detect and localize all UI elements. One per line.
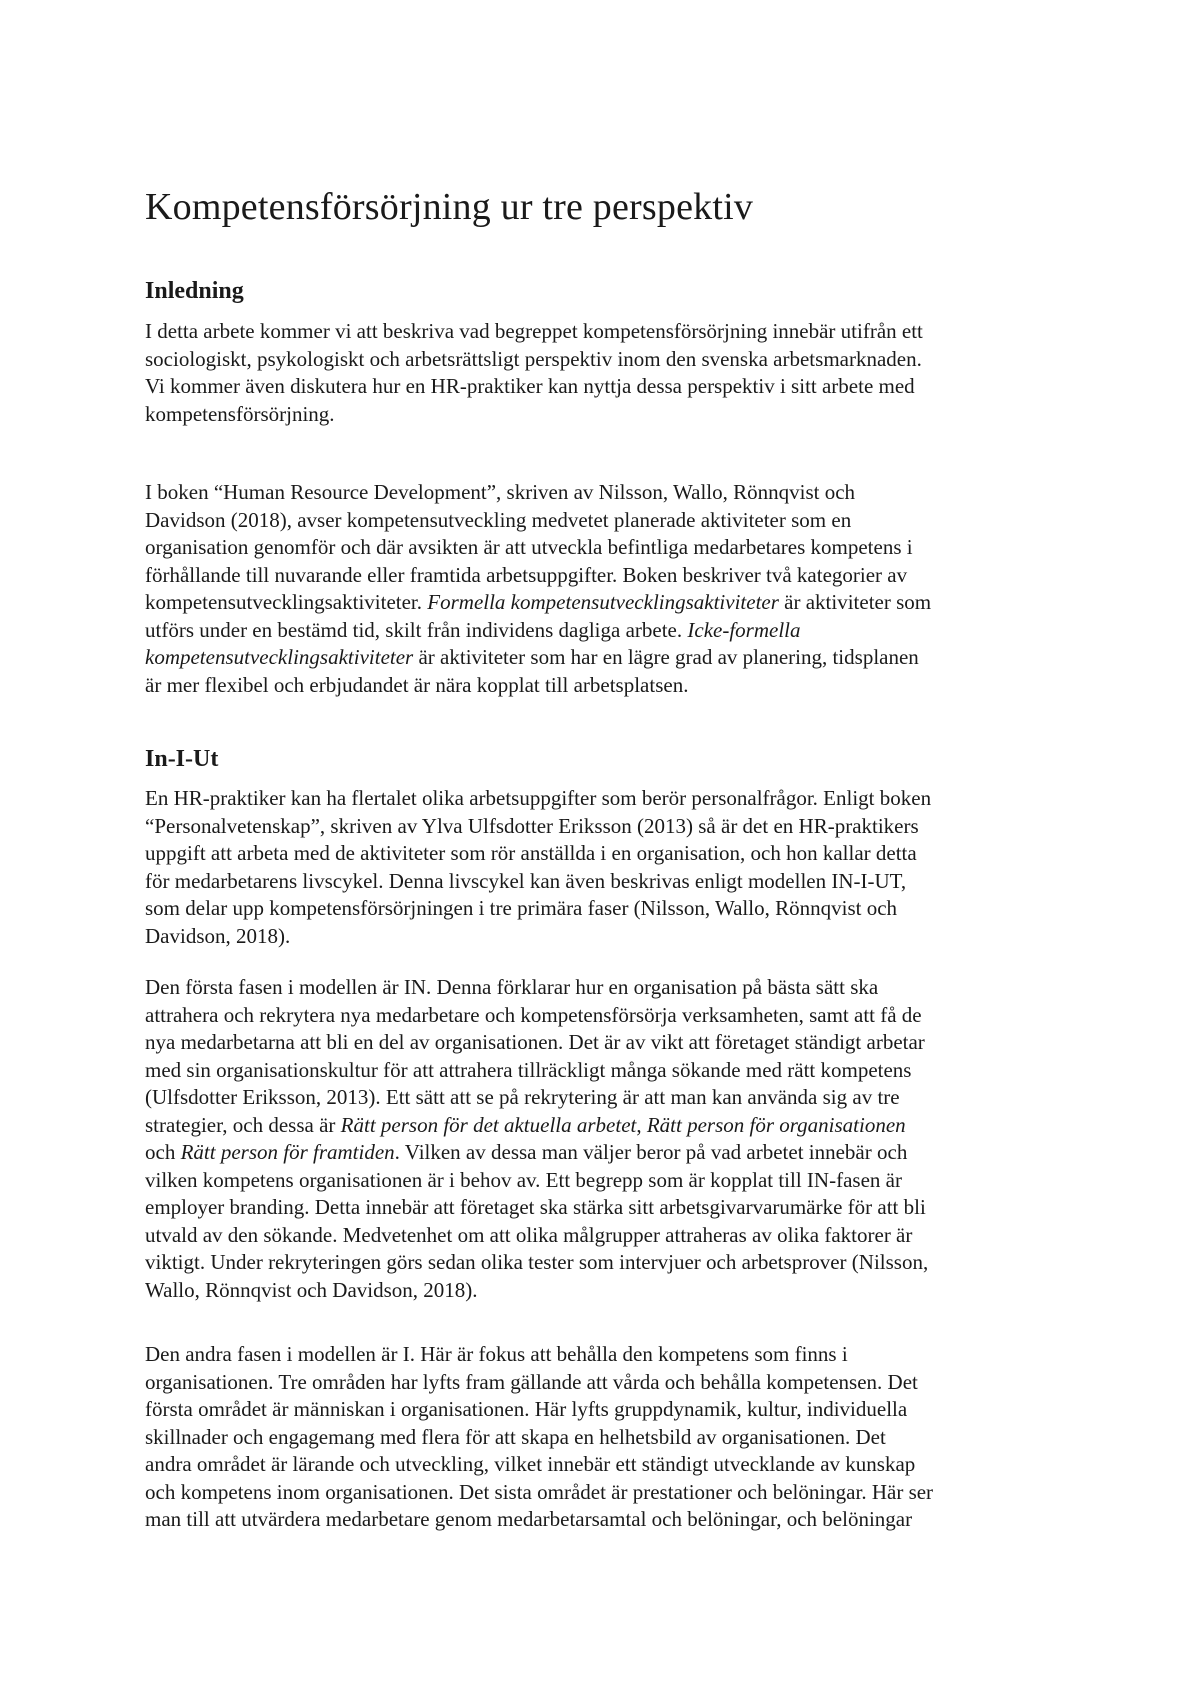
text-line: I boken “Human Resource Development”, skriven av Nilsson, Wallo, Rönnqvist och [145,480,856,504]
text-line: med sin organisationskultur för att attrahera tillräckligt många sökande med rätt kompetens [145,1057,912,1082]
italic-term: Icke-formella [687,617,801,642]
text-line [145,644,1065,672]
text-line: förhållande till nuvarande eller framtida arbetsuppgifter. Boken beskriver två kategorier av [145,562,908,587]
italic-term: Rätt person för organisationen [646,1112,906,1137]
text-line: man till att utvärdera medarbetare genom medarbetarsamtal och belöningar, och belöningar [145,1507,913,1531]
text-line: vilken kompetens organisationen är i behov av. Ett begrepp som är kopplat till IN-fasen är [145,1167,902,1192]
text-line: Davidson, 2018). [145,923,291,948]
paragraph-hrd [145,479,1065,699]
italic-term: Rätt person för framtiden [180,1140,395,1164]
text-line: Vi kommer även diskutera hur en HR-praktiker kan nyttja dessa perspektiv i sitt arbete med [145,374,915,398]
text-line: Davidson (2018), avser kompetensutveckling medvetet planerade aktiviteter som en [145,507,852,532]
text-line: I detta arbete kommer vi att beskriva vad begreppet kompetensförsörjning innebär utifrån ett [145,319,923,343]
text-span: utförs under en bestämd tid, skilt från individens dagliga arbete. [145,617,688,642]
text-line: attrahera och rekrytera nya medarbetare och kompetensförsörja verksamheten, samt att få de [145,1002,922,1027]
text-line: viktigt. Under rekryteringen görs sedan olika tester som intervjuer och arbetsprover (Nilsson, [145,1250,929,1274]
paragraph-in-phase [145,974,1065,1304]
text-span: . Vilken av dessa man väljer beror på vad arbetet innebär och [394,1140,908,1164]
text-line: och kompetens inom organisationen. Det sista området är prestationer och belöningar. Här ser [145,1479,934,1504]
text-line: (Ulfsdotter Eriksson, 2013). Ett sätt att se på rekrytering är att man kan använda sig av tre [145,1085,900,1109]
text-line: Den första fasen i modellen är IN. Denna förklarar hur en organisation på bästa sätt ska [145,975,879,999]
italic-term: Formella kompetensutvecklingsaktiviteter [427,590,779,614]
text-line [145,589,1065,617]
text-span: kompetensutvecklingsaktiviteter. [145,590,428,614]
text-line: “Personalvetenskap”, skriven av Ylva Ulfsdotter Eriksson (2013) så är det en HR-praktikers [145,813,919,838]
text-line: Wallo, Rönnqvist och Davidson, 2018). [145,1277,478,1302]
text-line: skillnader och engagemang med flera för att skapa en helhetsbild av organisationen. Det [145,1424,886,1449]
text-line [145,617,1065,645]
italic-term: Rätt person för det aktuella arbetet [340,1112,637,1137]
text-line: andra området är lärande och utveckling, vilket innebär ett ständigt utvecklande av kunskap [145,1452,916,1476]
italic-term: kompetensutvecklingsaktiviteter [145,645,414,669]
section-heading-in-i-ut: In-I-Ut [145,746,219,772]
text-span: , [636,1112,647,1137]
text-line: employer branding. Detta innebär att företaget ska stärka sitt arbetsgivarvarumärke för att bli [145,1195,926,1219]
paragraph-i-phase [145,1341,1065,1534]
text-line [145,1112,1065,1140]
text-line [145,1139,1065,1167]
text-line: kompetensförsörjning. [145,401,335,426]
text-span: är aktiviteter som har en lägre grad av planering, tidsplanen [413,645,919,669]
text-line: utvald av den sökande. Medvetenhet om att olika målgrupper attraheras av olika faktorer är [145,1222,913,1247]
section-heading-inledning: Inledning [145,278,244,304]
text-line: för medarbetarens livscykel. Denna livscykel kan även beskrivas enligt modellen IN-I-UT, [145,868,907,893]
text-span: och [145,1140,181,1164]
text-line: första området är människan i organisationen. Här lyfts gruppdynamik, kultur, individuella [145,1397,908,1421]
text-line: som delar upp kompetensförsörjningen i tre primära faser (Nilsson, Wallo, Rönnqvist och [145,896,898,920]
paragraph-hr-practitioner [145,785,1065,950]
text-line: är mer flexibel och erbjudandet är nära kopplat till arbetsplatsen. [145,672,689,697]
text-line: Den andra fasen i modellen är I. Här är fokus att behålla den kompetens som finns i [145,1342,848,1366]
text-line: organisationen. Tre områden har lyfts fram gällande att vårda och behålla kompetensen. Det [145,1369,918,1394]
text-line: En HR-praktiker kan ha flertalet olika arbetsuppgifter som berör personalfrågor. Enligt boken [145,786,932,810]
text-line: uppgift att arbeta med de aktiviteter som rör anställda i en organisation, och hon kallar detta [145,841,917,865]
paragraph-intro [145,318,1065,428]
text-span: strategier, och dessa är [145,1112,341,1137]
text-line: organisation genomför och där avsikten är att utveckla befintliga medarbetares kompetens i [145,535,913,559]
text-span: är aktiviteter som [778,590,932,614]
document-title: Kompetensförsörjning ur tre perspektiv [145,186,754,228]
text-line: sociologiskt, psykologiskt och arbetsrättsligt perspektiv inom den svenska arbetsmarknaden. [145,346,922,371]
text-line: nya medarbetarna att bli en del av organisationen. Det är av vikt att företaget ständigt arbetar [145,1030,925,1054]
